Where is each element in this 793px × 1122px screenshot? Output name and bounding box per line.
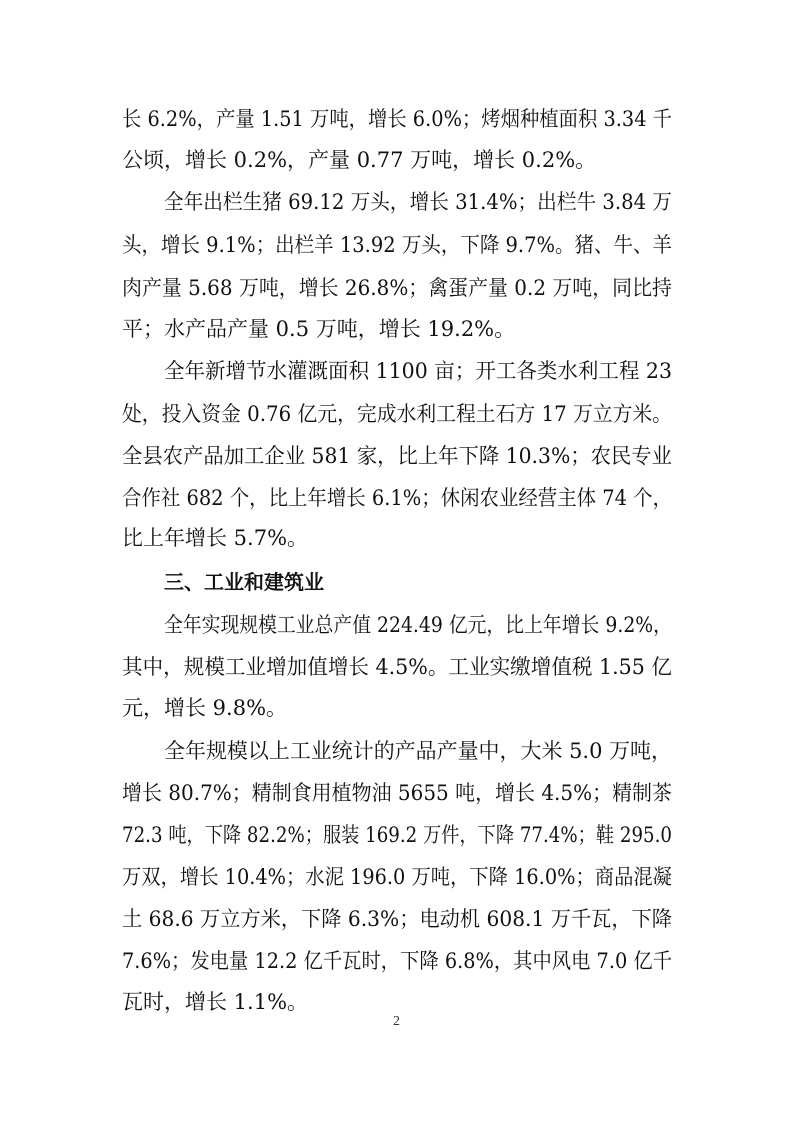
line-text: 元，增长 9.8%。 [122, 696, 288, 720]
line-text: 长 6.2%，产量 1.51 万吨，增长 6.0%；烤烟种植面积 3.34 千 [122, 107, 672, 131]
line-text: 比上年增长 5.7%。 [122, 526, 309, 550]
paragraph-line [0, 394, 793, 434]
paragraph-line [0, 182, 793, 222]
line-text: 合作社 682 个，比上年增长 6.1%；休闲农业经营主体 74 个， [122, 486, 672, 510]
paragraph-line [0, 140, 793, 180]
paragraph-line [0, 436, 793, 476]
paragraph-line [0, 309, 793, 349]
paragraph-line [0, 518, 793, 558]
line-text: 处，投入资金 0.76 亿元，完成水利工程土石方 17 万立方米。 [122, 402, 672, 426]
line-text: 肉产量 5.68 万吨，增长 26.8%；禽蛋产量 0.2 万吨，同比持 [122, 276, 672, 300]
paragraph-line [0, 815, 793, 855]
line-text: 全年规模以上工业统计的产品产量中，大米 5.0 万吨， [164, 739, 672, 763]
paragraph-line [0, 857, 793, 897]
line-text: 其中，规模工业增加值增长 4.5%。工业实缴增值税 1.55 亿 [122, 655, 672, 679]
page-number: 2 [393, 1014, 400, 1029]
paragraph-line [0, 268, 793, 308]
paragraph-line [0, 773, 793, 813]
line-text: 瓦时，增长 1.1%。 [122, 990, 309, 1014]
paragraph-line [0, 605, 793, 645]
paragraph-line [0, 899, 793, 939]
paragraph-line [0, 351, 793, 391]
paragraph-line [0, 478, 793, 518]
line-text: 土 68.6 万立方米，下降 6.3%；电动机 608.1 万千瓦，下降 [122, 907, 672, 931]
paragraph-line [0, 99, 793, 139]
line-text: 头，增长 9.1%；出栏羊 13.92 万头，下降 9.7%。猪、牛、羊 [122, 233, 672, 257]
line-text: 全县农产品加工企业 581 家，比上年下降 10.3%；农民专业 [122, 444, 672, 468]
line-text: 全年出栏生猪 69.12 万头，增长 31.4%；出栏牛 3.84 万 [164, 190, 672, 214]
line-text: 平；水产品产量 0.5 万吨，增长 19.2%。 [122, 317, 516, 341]
paragraph-line [0, 941, 793, 981]
paragraph-line [0, 225, 793, 265]
line-text: 增长 80.7%；精制食用植物油 5655 吨，增长 4.5%；精制茶 [122, 781, 672, 805]
line-text: 7.6%；发电量 12.2 亿千瓦时，下降 6.8%，其中风电 7.0 亿千 [122, 949, 672, 973]
line-text: 72.3 吨，下降 82.2%；服装 169.2 万件，下降 77.4%；鞋 295.0 [122, 823, 672, 847]
paragraph-line [0, 688, 793, 728]
paragraph-line [0, 647, 793, 687]
line-text: 全年新增节水灌溉面积 1100 亩；开工各类水利工程 23 [164, 359, 672, 383]
line-text: 公顷，增长 0.2%，产量 0.77 万吨，增长 0.2%。 [122, 148, 597, 172]
section-heading [0, 562, 793, 602]
paragraph-line [0, 731, 793, 771]
section-heading-text: 三、工业和建筑业 [164, 570, 324, 594]
line-text: 全年实现规模工业总产值 224.49 亿元，比上年增长 9.2%， [164, 613, 672, 637]
line-text: 万双，增长 10.4%；水泥 196.0 万吨，下降 16.0%；商品混凝 [122, 865, 672, 889]
